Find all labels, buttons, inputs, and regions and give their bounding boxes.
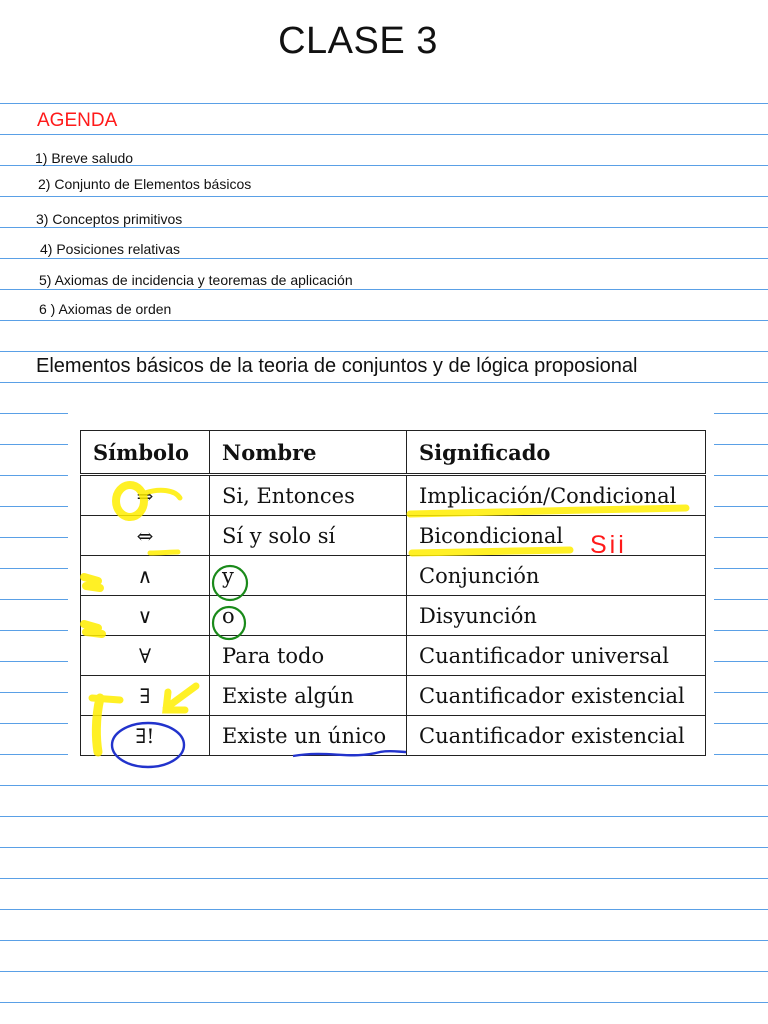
agenda-heading: AGENDA — [37, 110, 118, 131]
meaning-cell: Cuantificador universal — [407, 636, 706, 676]
page-title: CLASE 3 — [278, 20, 438, 62]
symbol-cell: ∃! — [81, 716, 210, 756]
agenda-item: 1) Breve saludo — [35, 150, 134, 166]
meaning-cell: Cuantificador existencial — [407, 716, 706, 756]
column-header-nombre: Nombre — [210, 431, 407, 475]
symbol-cell: ∧ — [81, 556, 210, 596]
symbol-cell: ∨ — [81, 596, 210, 636]
agenda-item: 5) Axiomas de incidencia y teoremas de aplicación — [39, 272, 353, 288]
name-cell: Si, Entonces — [210, 475, 407, 516]
symbol-cell: ∀ — [81, 636, 210, 676]
table-header-row — [81, 431, 706, 475]
symbol-table-image — [68, 412, 714, 782]
meaning-cell: Cuantificador existencial — [407, 676, 706, 716]
column-header-simbolo: Símbolo — [81, 431, 210, 475]
symbol-cell: ∃ — [81, 676, 210, 716]
symbol-cell: ⇒ — [81, 475, 210, 516]
name-cell: y — [210, 556, 407, 596]
name-cell: o — [210, 596, 407, 636]
table-row — [81, 475, 706, 516]
sii-note: Sii — [590, 531, 627, 559]
meaning-cell: Implicación/Condicional — [407, 475, 706, 516]
table-row — [81, 636, 706, 676]
name-cell: Existe algún — [210, 676, 407, 716]
meaning-cell: Bicondicional — [407, 516, 706, 556]
agenda-item: 4) Posiciones relativas — [40, 241, 181, 257]
agenda-item: 6 ) Axiomas de orden — [39, 301, 172, 317]
section-heading: Elementos básicos de la teoria de conjuntos y de lógica proposional — [36, 355, 638, 377]
meaning-cell: Conjunción — [407, 556, 706, 596]
symbol-table — [80, 430, 706, 756]
agenda-item: 3) Conceptos primitivos — [36, 211, 183, 227]
column-header-significado: Significado — [407, 431, 706, 475]
name-cell: Existe un único — [210, 716, 407, 756]
table-row — [81, 596, 706, 636]
table-row — [81, 716, 706, 756]
name-cell: Sí y solo sí — [210, 516, 407, 556]
agenda-item: 2) Conjunto de Elementos básicos — [38, 176, 252, 192]
table-row — [81, 556, 706, 596]
meaning-cell: Disyunción — [407, 596, 706, 636]
symbol-cell: ⇔ — [81, 516, 210, 556]
name-cell: Para todo — [210, 636, 407, 676]
table-row — [81, 516, 706, 556]
table-row — [81, 676, 706, 716]
